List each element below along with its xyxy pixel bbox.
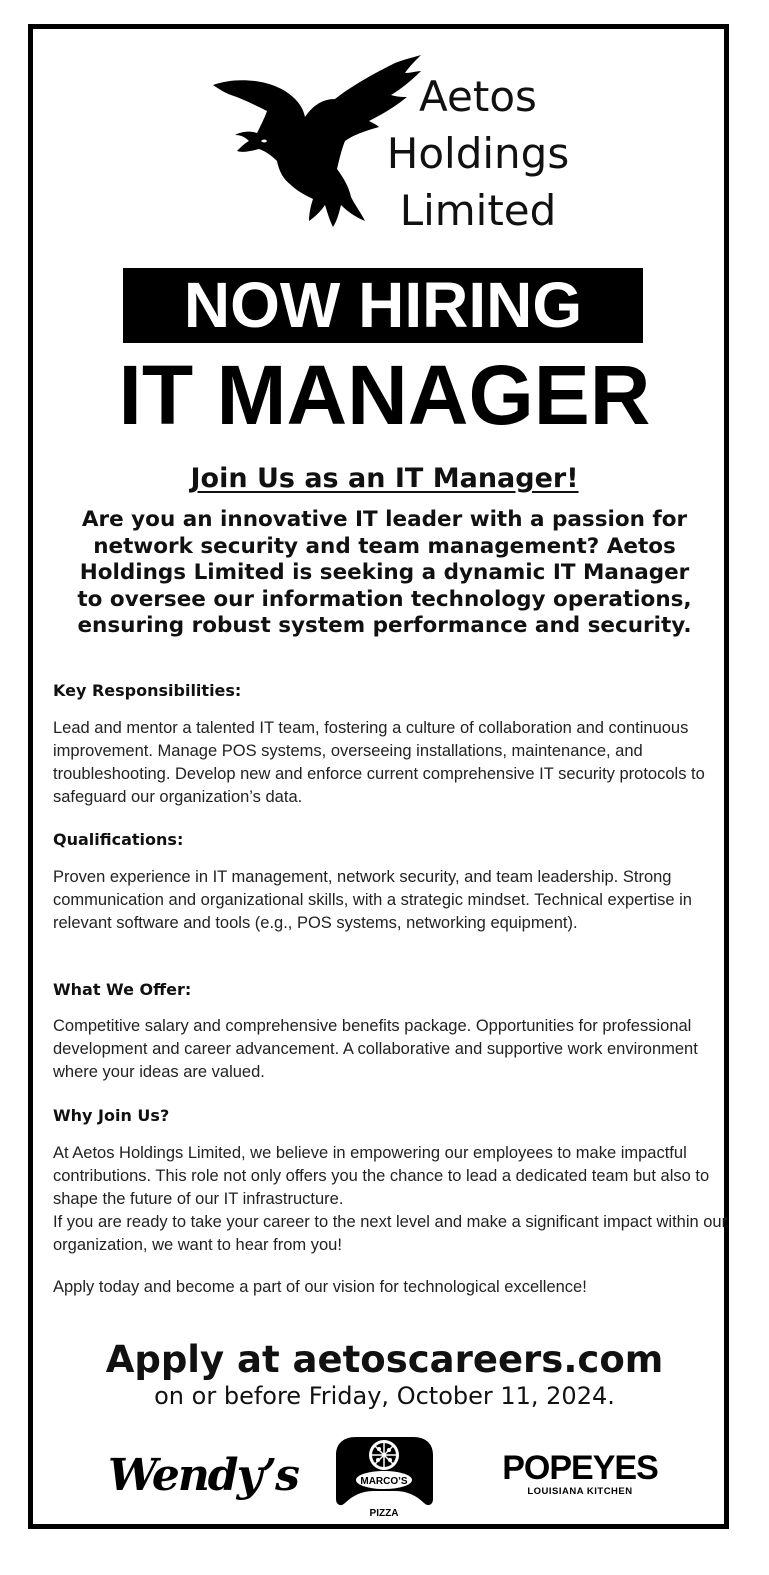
marcos-logo-subtext: PIZZA bbox=[369, 1508, 399, 1519]
popeyes-logo bbox=[495, 1450, 665, 1505]
section-title-offer: What We Offer: bbox=[53, 980, 192, 999]
section-body-responsibilities: Lead and mentor a talented IT team, fostering a culture of collaboration and continuous improvement. Manage POS systems, overseeing installations, maintenance, and troubleshooting. Develop new and enforce current comprehensive IT security protocols to safeguard our organization’s data. bbox=[53, 719, 705, 806]
now-hiring-text: NOW HIRING bbox=[183, 269, 583, 341]
section-title-why-join: Why Join Us? bbox=[53, 1106, 170, 1125]
company-name-line-1: Aetos bbox=[419, 72, 537, 121]
section-title-responsibilities: Key Responsibilities: bbox=[53, 681, 242, 700]
position-title: IT MANAGER bbox=[118, 348, 651, 442]
apply-line: Apply at aetoscareers.com bbox=[105, 1338, 664, 1381]
wendys-logo-text: Wendy’s bbox=[108, 1450, 298, 1501]
popeyes-logo-subtext: LOUISIANA KITCHEN bbox=[527, 1486, 633, 1497]
company-name-line-3: Limited bbox=[399, 186, 557, 235]
intro-text: Are you an innovative IT leader with a passion for network security and team management? Aetos Holdings Limited is seeking a dynamic IT Manager to oversee our information technology operations, ensuring robust system performance and security. bbox=[77, 507, 692, 638]
marcos-logo-text: MARCO’S bbox=[360, 1476, 408, 1487]
intro-heading: Join Us as an IT Manager! bbox=[190, 463, 579, 494]
section-body-apply-today: Apply today and become a part of our vision for technological excellence! bbox=[53, 1278, 587, 1296]
section-body-why-join: At Aetos Holdings Limited, we believe in empowering our employees to make impactful contributions. This role not only offers you the chance to lead a dedicated team but also to shape the future of our IT infrastructure. bbox=[53, 1144, 710, 1208]
popeyes-logo-text: POPEYES bbox=[502, 1449, 658, 1487]
company-name bbox=[378, 68, 578, 239]
apply-deadline: on or before Friday, October 11, 2024. bbox=[154, 1382, 615, 1410]
section-body-qualifications: Proven experience in IT management, network security, and team leadership. Strong communication and organizational skills, with a strategic mindset. Technical expertise in relevant software and tools (e.g., POS systems, networking equipment). bbox=[53, 868, 692, 932]
company-name-line-2: Holdings bbox=[386, 129, 570, 178]
section-body-why-join-2: If you are ready to take your career to the next level and make a significant impact within our organization, we want to hear from you! bbox=[53, 1213, 728, 1254]
wendys-logo bbox=[108, 1440, 298, 1512]
section-body-offer: Competitive salary and comprehensive benefits package. Opportunities for professional development and career advancement. A collaborative and supportive work environment where your ideas are valued. bbox=[53, 1017, 698, 1081]
marcos-pizza-logo bbox=[332, 1435, 437, 1520]
section-title-qualifications: Qualifications: bbox=[53, 830, 184, 849]
